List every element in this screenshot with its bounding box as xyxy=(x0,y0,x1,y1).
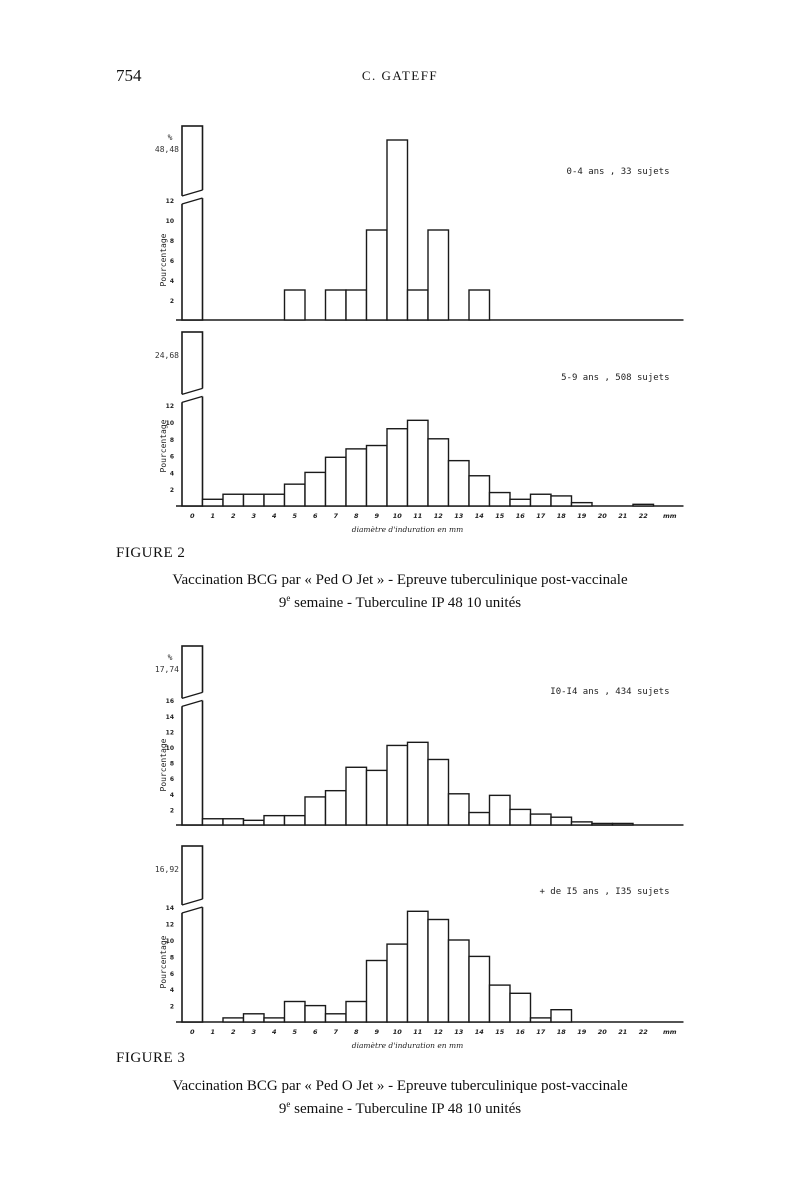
caption-superscript: e xyxy=(286,593,291,603)
y-tick-label: 6 xyxy=(169,453,174,461)
caption-number: 9 xyxy=(278,595,287,611)
x-tick-label: 20 xyxy=(597,1028,607,1036)
x-tick-label: 2 xyxy=(230,1028,236,1036)
bar xyxy=(326,791,347,825)
y-tick-label: 4 xyxy=(169,791,174,799)
figure-2-caption xyxy=(0,571,800,612)
x-tick-label: 3 xyxy=(251,1028,257,1036)
x-tick-label: 13 xyxy=(454,1028,464,1036)
x-tick-label: 5 xyxy=(292,512,298,520)
bar xyxy=(469,290,490,320)
y-tick-label: 10 xyxy=(165,218,174,225)
bar xyxy=(244,494,265,506)
bar xyxy=(551,496,572,506)
y-tick-label: 8 xyxy=(169,954,174,962)
x-tick-label: mm xyxy=(662,512,677,520)
running-head: C. GATEFF xyxy=(361,68,439,83)
bar xyxy=(264,494,285,506)
y-tick-label: 2 xyxy=(169,487,174,495)
chart-svg xyxy=(140,640,720,835)
x-tick-label: mm xyxy=(662,1028,677,1036)
bar xyxy=(408,290,429,320)
x-tick-label: 4 xyxy=(271,1028,277,1036)
x-tick-label: 7 xyxy=(333,512,339,520)
x-tick-label: 17 xyxy=(536,512,546,520)
series-label: + de I5 ans , I35 sujets xyxy=(539,887,670,897)
bar xyxy=(285,1002,306,1023)
figure-3-label: FIGURE 3 xyxy=(116,1050,186,1066)
bar xyxy=(387,140,408,320)
y-tick-label: 12 xyxy=(165,921,174,929)
figure-3-caption-line2 xyxy=(0,1095,800,1118)
bar xyxy=(613,823,634,825)
y-tick-label: 4 xyxy=(169,470,174,478)
page-header xyxy=(0,62,800,92)
bar xyxy=(326,290,347,320)
bar xyxy=(449,794,470,825)
bar xyxy=(223,1018,244,1022)
caption-rest: semaine - Tuberculine IP 48 10 unités xyxy=(290,1101,522,1117)
broken-bar-value-label: 16,92 xyxy=(154,865,179,874)
y-tick-label: 8 xyxy=(169,436,174,444)
series-label: I0-I4 ans , 434 sujets xyxy=(550,687,670,697)
x-axis-label: diamètre d'induration en mm xyxy=(351,1041,464,1050)
bar xyxy=(326,1014,347,1022)
series-label: 5-9 ans , 508 sujets xyxy=(561,373,670,383)
caption-rest: semaine - Tuberculine IP 48 10 unités xyxy=(290,595,522,611)
y-unit-label: % xyxy=(167,133,173,142)
x-tick-label: 22 xyxy=(638,1028,648,1036)
bar xyxy=(428,230,449,320)
bar xyxy=(633,504,654,506)
x-tick-label: 9 xyxy=(374,512,380,520)
bar xyxy=(469,813,490,825)
bar xyxy=(531,814,552,825)
chart-svg xyxy=(140,118,720,328)
x-tick-label: 6 xyxy=(312,512,318,520)
x-tick-label: 12 xyxy=(433,512,443,520)
y-tick-label: 12 xyxy=(165,729,174,737)
bar xyxy=(408,742,429,825)
bar-broken xyxy=(182,126,203,320)
bar xyxy=(367,961,388,1023)
y-tick-label: 4 xyxy=(169,987,174,995)
x-tick-label: 9 xyxy=(374,1028,380,1036)
bar-broken xyxy=(182,646,203,825)
bar xyxy=(305,797,326,825)
bar xyxy=(264,1018,285,1022)
bar xyxy=(449,940,470,1022)
y-tick-label: 14 xyxy=(165,905,174,913)
chart-svg xyxy=(140,326,720,546)
bar-broken xyxy=(182,332,203,506)
x-tick-label: 21 xyxy=(618,512,628,520)
x-tick-label: 8 xyxy=(353,1028,359,1036)
bar xyxy=(428,439,449,506)
y-tick-label: 6 xyxy=(169,776,174,784)
bar xyxy=(203,819,224,825)
x-tick-label: 0 xyxy=(189,512,195,520)
bar xyxy=(346,1002,367,1023)
bar xyxy=(223,819,244,825)
y-tick-label: 2 xyxy=(169,807,174,815)
y-tick-label: 14 xyxy=(165,713,174,721)
chart-5-9-ans xyxy=(140,326,720,546)
y-tick-label: 10 xyxy=(165,938,174,945)
bar xyxy=(285,816,306,825)
bar xyxy=(592,823,613,825)
bar xyxy=(387,745,408,825)
bar xyxy=(326,457,347,506)
x-tick-label: 21 xyxy=(618,1028,628,1036)
bar xyxy=(244,820,265,825)
x-tick-label: 3 xyxy=(251,512,257,520)
x-tick-label: 16 xyxy=(515,512,525,520)
y-tick-label: 12 xyxy=(165,403,174,411)
page-number: 754 xyxy=(116,66,142,85)
x-tick-label: 14 xyxy=(474,1028,484,1036)
y-tick-label: 12 xyxy=(165,198,174,205)
x-tick-label: 13 xyxy=(454,512,464,520)
bar xyxy=(387,429,408,506)
bar xyxy=(223,494,244,506)
x-tick-label: 4 xyxy=(271,512,277,520)
y-tick-label: 2 xyxy=(169,298,174,305)
bar xyxy=(346,290,367,320)
bar xyxy=(469,476,490,506)
bar xyxy=(305,1006,326,1022)
figure-2-caption-line2 xyxy=(0,589,800,612)
broken-bar-value-label: 48,48 xyxy=(154,145,179,154)
chart-10-14-ans xyxy=(140,640,720,835)
y-axis-label: Pourcentage xyxy=(159,935,168,989)
x-tick-label: 11 xyxy=(413,512,423,520)
x-tick-label: 12 xyxy=(433,1028,443,1036)
x-tick-label: 1 xyxy=(210,1028,216,1036)
bar xyxy=(285,290,306,320)
y-tick-label: 10 xyxy=(165,420,174,427)
x-tick-label: 7 xyxy=(333,1028,339,1036)
y-tick-label: 6 xyxy=(169,258,174,265)
y-tick-label: 2 xyxy=(169,1003,174,1011)
bar xyxy=(531,494,552,506)
chart-15-plus-ans xyxy=(140,840,720,1050)
bar xyxy=(367,230,388,320)
x-tick-label: 17 xyxy=(536,1028,546,1036)
bar xyxy=(203,499,224,506)
bar xyxy=(572,503,593,506)
bar xyxy=(428,920,449,1023)
x-axis-label: diamètre d'induration en mm xyxy=(351,525,464,534)
bar xyxy=(510,809,531,825)
x-tick-label: 1 xyxy=(210,512,216,520)
bar xyxy=(264,816,285,825)
chart-0-4-ans xyxy=(140,118,720,328)
bar xyxy=(305,472,326,506)
x-tick-label: 14 xyxy=(474,512,484,520)
x-tick-label: 20 xyxy=(597,512,607,520)
figure-3-caption xyxy=(0,1077,800,1118)
bar xyxy=(490,493,511,506)
figure-2-label: FIGURE 2 xyxy=(116,545,186,561)
bar xyxy=(510,993,531,1022)
x-tick-label: 16 xyxy=(515,1028,525,1036)
y-tick-label: 8 xyxy=(169,238,174,245)
bar xyxy=(428,759,449,825)
bar xyxy=(285,484,306,506)
bar xyxy=(346,767,367,825)
x-tick-label: 8 xyxy=(353,512,359,520)
broken-bar-value-label: 17,74 xyxy=(154,665,179,674)
bar xyxy=(367,770,388,825)
bar xyxy=(572,822,593,825)
y-unit-label: % xyxy=(167,653,173,662)
series-label: 0-4 ans , 33 sujets xyxy=(566,167,670,177)
bar xyxy=(449,461,470,506)
x-tick-label: 19 xyxy=(577,512,587,520)
y-tick-label: 4 xyxy=(169,278,174,285)
x-tick-label: 10 xyxy=(392,512,402,520)
broken-bar-value-label: 24,68 xyxy=(154,351,179,360)
x-tick-label: 10 xyxy=(392,1028,402,1036)
x-tick-label: 2 xyxy=(230,512,236,520)
chart-svg xyxy=(140,840,720,1050)
y-axis-label: Pourcentage xyxy=(159,419,168,473)
y-axis-label: Pourcentage xyxy=(159,738,168,792)
x-tick-label: 18 xyxy=(556,512,566,520)
bar xyxy=(551,817,572,825)
x-tick-label: 15 xyxy=(495,1028,505,1036)
bar xyxy=(490,985,511,1022)
figure-2-caption-line1: Vaccination BCG par « Ped O Jet » - Epreuve tuberculinique post-vaccinale xyxy=(172,572,628,588)
y-tick-label: 8 xyxy=(169,760,174,768)
bar xyxy=(387,944,408,1022)
bar xyxy=(551,1010,572,1022)
bar xyxy=(244,1014,265,1022)
bar xyxy=(510,499,531,506)
bar xyxy=(346,449,367,506)
bar xyxy=(531,1018,552,1022)
caption-superscript: e xyxy=(286,1099,291,1109)
y-axis-label: Pourcentage xyxy=(159,233,168,287)
bar xyxy=(408,911,429,1022)
x-tick-label: 15 xyxy=(495,512,505,520)
bar xyxy=(408,420,429,506)
x-tick-label: 11 xyxy=(413,1028,423,1036)
caption-number: 9 xyxy=(278,1101,287,1117)
x-tick-label: 5 xyxy=(292,1028,298,1036)
y-tick-label: 16 xyxy=(165,698,174,706)
bar xyxy=(367,446,388,506)
bar-broken xyxy=(182,846,203,1022)
x-tick-label: 22 xyxy=(638,512,648,520)
x-tick-label: 18 xyxy=(556,1028,566,1036)
x-tick-label: 19 xyxy=(577,1028,587,1036)
figure-3-caption-line1: Vaccination BCG par « Ped O Jet » - Epreuve tuberculinique post-vaccinale xyxy=(172,1078,628,1094)
bar xyxy=(469,956,490,1022)
bar xyxy=(490,795,511,825)
y-tick-label: 6 xyxy=(169,970,174,978)
x-tick-label: 6 xyxy=(312,1028,318,1036)
y-tick-label: 10 xyxy=(165,745,174,752)
x-tick-label: 0 xyxy=(189,1028,195,1036)
